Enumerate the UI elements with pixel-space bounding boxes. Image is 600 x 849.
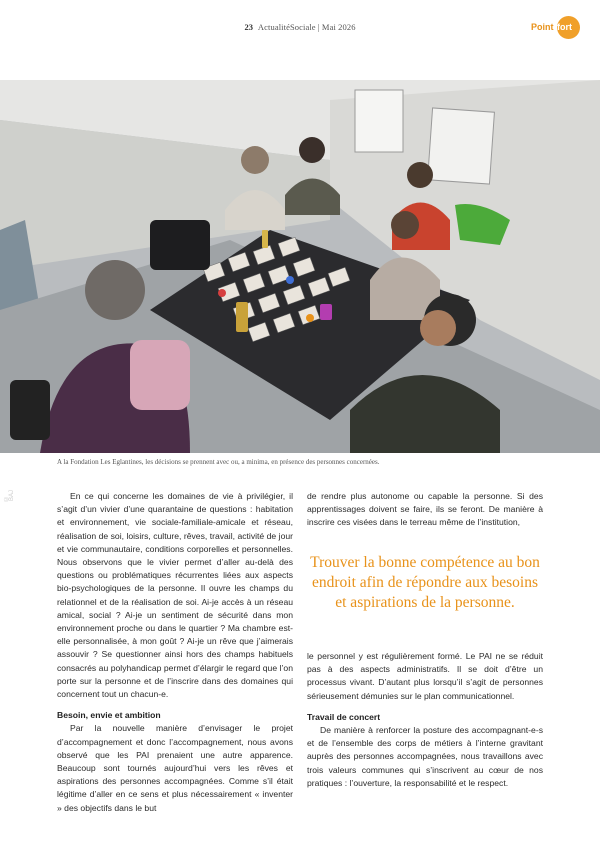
- page-header: [0, 14, 600, 42]
- section2-paragraph: De manière à renforcer la posture des accompagnant-e-s et de l’ensemble des corps de métiers à l’interne gravitant auprès des personnes accompagnées, nous travaillons avec trois valeurs communes qui s’inscrivent au cœur de nos pratiques : l’ouverture, la responsabilité et le respect.: [307, 725, 543, 788]
- publication-name: ActualitéSociale | Mai 2026: [257, 22, 356, 32]
- photo-credit: © BAJ: [3, 489, 15, 501]
- section1-paragraph: Par la nouvelle manière d’envisager le projet d’accompagnement et donc l’accompagnement, nous avons observé que les PAI prenaient une autre apparence. Beaucoup sont tournés aujourd’hui vers les rêves et aspirations des personnes accompagnées. Comme s’il était légitime d’aller en ce sens et plus nécessairement « inventer » des objectifs dans le but: [57, 723, 293, 813]
- article-column-right-bottom: [307, 650, 543, 790]
- pull-quote: Trouver la bonne compétence au bon endroit afin de répondre aux besoins et aspirations de la personne.: [310, 554, 540, 611]
- article-column-right-top: [307, 490, 543, 530]
- article-column-left: [57, 490, 293, 815]
- section-heading-besoin: Besoin, envie et ambition: [57, 710, 161, 721]
- photo-illustration: [0, 80, 600, 453]
- intro-paragraph: En ce qui concerne les domaines de vie à privilégier, il s’agit d’un vivier d’une quarantaine de questions : habitation et environnement, vie sociale-familiale-amicale et réseau, réalisation de soi, loisirs, culture, rêves, travail, activité de jour et vie communautaire, conditions corporelles et personnelles. Nous observons que le vivier permet d’aller au-delà des questions ou problématiques récurrentes liées aux aspects bio-psychologiques de la personne. Il ouvre les champs du relationnel et de la réalisation de soi. Ai-je accès à un réseau amical, social ? Ai-je un sentiment de sécurité dans mon environnement proche ou dans le quartier ? Ma chambre est-elle personnalisée, à mon goût ? Ai-je un rêve que j’aimerais assouvir ? Se questionner ainsi hors des champs habituels consacrés au polyhandicap permet d’élargir le regard que l’on porte sur la personne et de l’inscrire dans des domaines qui concernent tout un chacun-e.: [57, 491, 293, 700]
- personnel-paragraph: le personnel y est régulièrement formé. Le PAI ne se réduit pas à des aspects administratifs. Il se doit d’être un processus vivant. D’autant plus lorsqu’il s’agit de personnes sérieusement démunies sur le plan communicationnel.: [307, 651, 543, 701]
- section-label: [531, 22, 572, 32]
- photo-caption: A la Fondation Les Eglantines, les décisions se prennent avec ou, a minima, en présence des personnes concernées.: [57, 458, 380, 466]
- continuation-paragraph: de rendre plus autonome ou capable la personne. Si des apprentissages doivent se faire, ils se feront. De manière à inscrire ces visées dans le terreau même de l’institution,: [307, 491, 543, 528]
- section-heading-travail: Travail de concert: [307, 711, 381, 722]
- section-label-suffix: fort: [557, 22, 572, 32]
- page-number: 23: [244, 22, 254, 32]
- section-badge: [500, 14, 580, 42]
- section-label-prefix: Point: [531, 22, 556, 32]
